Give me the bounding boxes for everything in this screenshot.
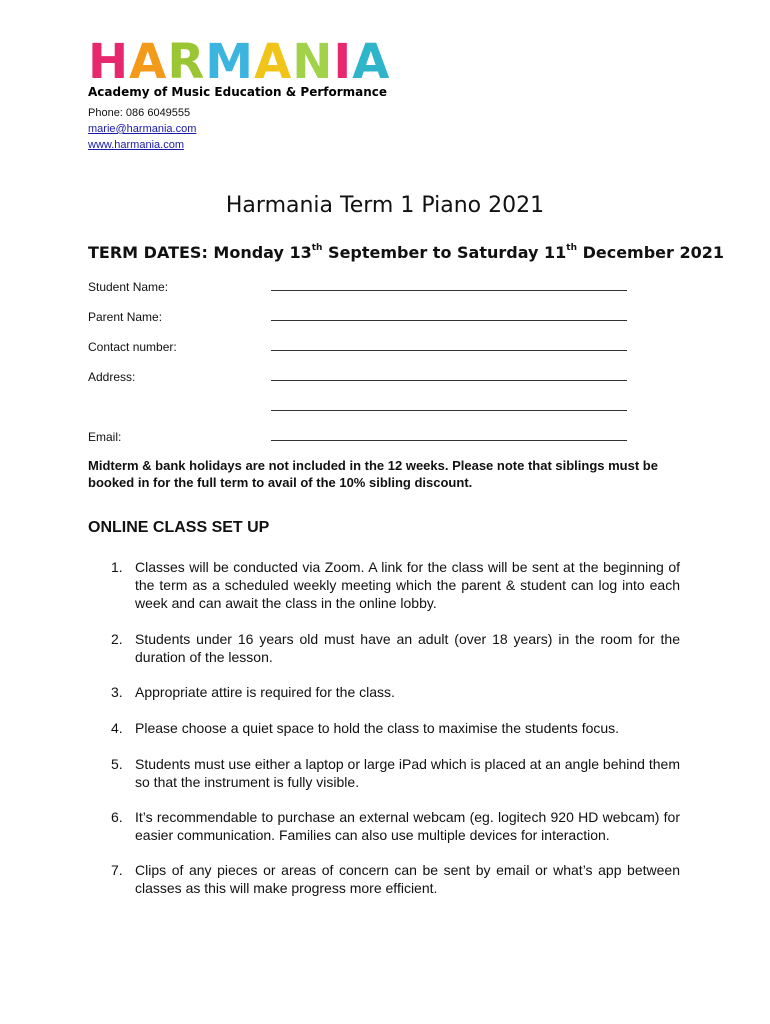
logo-letter: R — [167, 34, 206, 90]
contact-block — [88, 105, 196, 153]
item-number: 5. — [111, 756, 123, 772]
term-dates-middle: September to Saturday 11 — [322, 243, 567, 262]
contact-number-line[interactable] — [271, 350, 627, 351]
list-item — [88, 719, 680, 737]
list-item — [88, 630, 680, 666]
item-number: 1. — [111, 559, 123, 575]
email-line[interactable] — [271, 440, 627, 441]
document-title: Harmania Term 1 Piano 2021 — [225, 193, 545, 218]
list-item — [88, 755, 680, 791]
harmania-logo — [88, 34, 391, 90]
term-dates — [88, 243, 724, 262]
logo-letter: A — [254, 34, 293, 90]
term-dates-suffix: December 2021 — [577, 243, 725, 262]
item-number: 2. — [111, 631, 123, 647]
rules-list — [88, 558, 680, 897]
logo-letter: I — [333, 34, 353, 90]
website-link[interactable]: www.harmania.com — [88, 139, 184, 151]
address-line-2[interactable] — [271, 410, 627, 411]
item-text: Please choose a quiet space to hold the class to maximise the students focus. — [135, 720, 620, 736]
address-line-1[interactable] — [271, 380, 627, 381]
item-text: Students under 16 years old must have an adult (over 18 years) in the room for the duration of the lesson. — [135, 631, 680, 665]
form-row-student-name — [88, 280, 633, 310]
item-number: 6. — [111, 809, 123, 825]
item-text: It’s recommendable to purchase an external webcam (eg. logitech 920 HD webcam) for easier communication. Families can also use multiple devices for interaction. — [135, 809, 680, 843]
term-dates-prefix: TERM DATES: Monday 13 — [88, 243, 312, 262]
ordinal-suffix: th — [566, 243, 578, 253]
parent-name-line[interactable] — [271, 320, 627, 321]
item-number: 7. — [111, 862, 123, 878]
list-item — [88, 861, 680, 897]
phone-number: Phone: 086 6049555 — [88, 107, 191, 119]
form-row-address-2 — [88, 400, 633, 430]
logo-letter: M — [205, 34, 255, 90]
logo-letter: A — [352, 34, 391, 90]
item-text: Students must use either a laptop or large iPad which is placed at an angle behind them so that the instrument is fully visible. — [135, 756, 680, 790]
email-link[interactable]: marie@harmania.com — [88, 123, 197, 135]
logo-letter: A — [129, 34, 168, 90]
list-item — [88, 808, 680, 844]
field-label: Parent Name: — [88, 310, 163, 324]
form-row-contact-number — [88, 340, 633, 370]
field-label: Email: — [88, 430, 122, 444]
item-text: Appropriate attire is required for the class. — [135, 684, 395, 700]
logo-letter: H — [88, 34, 130, 90]
holiday-notice: Midterm & bank holidays are not included in the 12 weeks. Please note that siblings must be booked in for the full term to avail of the 10% sibling discount. — [88, 458, 658, 490]
form-row-email — [88, 430, 633, 460]
form-row-parent-name — [88, 310, 633, 340]
item-text: Classes will be conducted via Zoom. A link for the class will be sent at the beginning of the term as a scheduled weekly meeting which the parent & student can log into each week and can await the class in the online lobby. — [135, 559, 680, 611]
section-title: ONLINE CLASS SET UP — [88, 519, 270, 536]
field-label: Contact number: — [88, 340, 177, 354]
list-item — [88, 683, 680, 701]
item-number: 4. — [111, 720, 123, 736]
logo-letter: N — [292, 34, 334, 90]
student-name-line[interactable] — [271, 290, 627, 291]
item-text: Clips of any pieces or areas of concern can be sent by email or what’s app between classes as this will make progress more efficient. — [135, 862, 680, 896]
field-label: Address: — [88, 370, 136, 384]
field-label: Student Name: — [88, 280, 169, 294]
form-row-address — [88, 370, 633, 400]
list-item — [88, 558, 680, 612]
logo-tagline: Academy of Music Education & Performance — [88, 85, 388, 99]
registration-form — [88, 280, 633, 460]
item-number: 3. — [111, 684, 123, 700]
ordinal-suffix: th — [311, 243, 323, 253]
